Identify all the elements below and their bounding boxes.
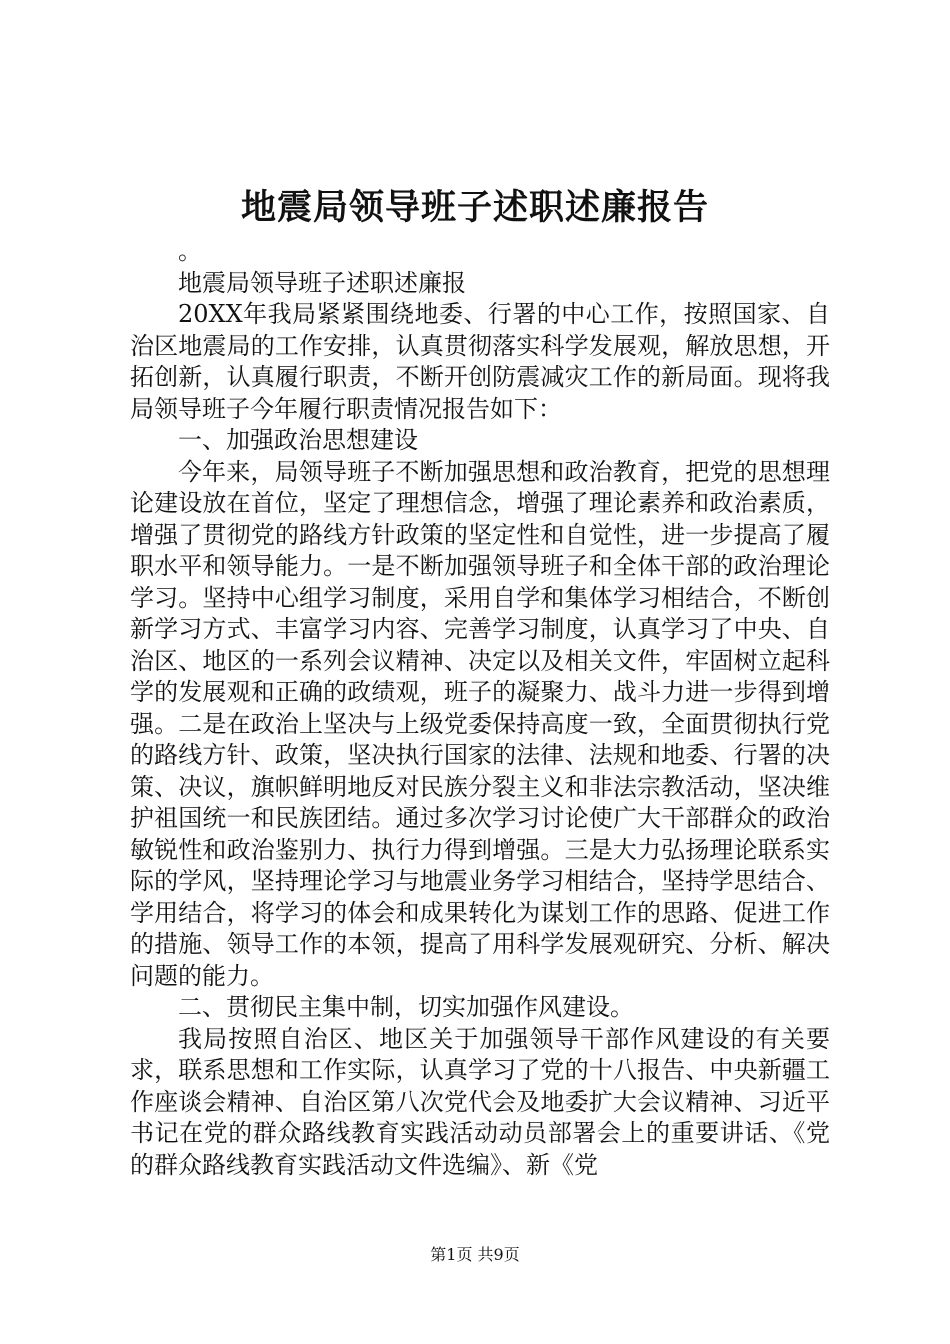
paragraph: 。 (178, 237, 202, 265)
paragraph: 地震局领导班子述职述廉报 (178, 268, 466, 297)
page-number-footer: 第1页 共9页 (430, 1245, 520, 1264)
paragraph: 今年来，局领导班子不断加强思想和政治教育，把党的思想理论建设放在首位，坚定了理想信念，增强了理论素养和政治素质，增强了贯彻党的路线方针政策的坚定性和自觉性，进一步提高了履职水平和领导能力。一是不断加强领导班子和全体干部的政治理论学习。坚持中心组学习制度，采用自学和集体学习相结合，不断创新学习方式、丰富学习内容、完善学习制度，认真学习了中央、自治区、地区的一系列会议精神、决定以及相关文件，牢固树立起科学的发展观和正确的政绩观，班子的凝聚力、战斗力进一步得到增强。二是在政治上坚决与上级党委保持高度一致，全面贯彻执行党的路线方针、政策，坚决执行国家的法律、法规和地委、行署的决策、决议，旗帜鲜明地反对民族分裂主义和非法宗教活动，坚决维护祖国统一和民族团结。通过多次学习讨论使广大干部群众的政治敏锐性和政治鉴别力、执行力得到增强。三是大力弘扬理论联系实际的学风，坚持理论学习与地震业务学习相结合，坚持学思结合、学用结合，将学习的体会和成果转化为谋划工作的思路、促进工作的措施、领导工作的本领，提高了用科学发展观研究、分析、解决问题的能力。 (130, 457, 830, 990)
document-title: 地震局领导班子述职述廉报告 (240, 187, 709, 228)
section-heading: 二、贯彻民主集中制，切实加强作风建设。 (178, 993, 634, 1021)
paragraph: 20XX年我局紧紧围绕地委、行署的中心工作，按照国家、自治区地震局的工作安排，认真贯彻落实科学发展观，解放思想，开拓创新，认真履行职责，不断开创防震减灾工作的新局面。现将我局领导班子今年履行职责情况报告如下： (130, 300, 830, 423)
paragraph: 我局按照自治区、地区关于加强领导干部作风建设的有关要求，联系思想和工作实际，认真学习了党的十八报告、中央新疆工作座谈会精神、自治区第八次党代会及地委扩大会议精神、习近平书记在党的群众路线教育实践活动动员部署会上的重要讲话、《党的群众路线教育实践活动文件选编》、新《党 (130, 1024, 830, 1179)
section-heading: 一、加强政治思想建设 (178, 426, 418, 454)
document-body (130, 236, 830, 1181)
